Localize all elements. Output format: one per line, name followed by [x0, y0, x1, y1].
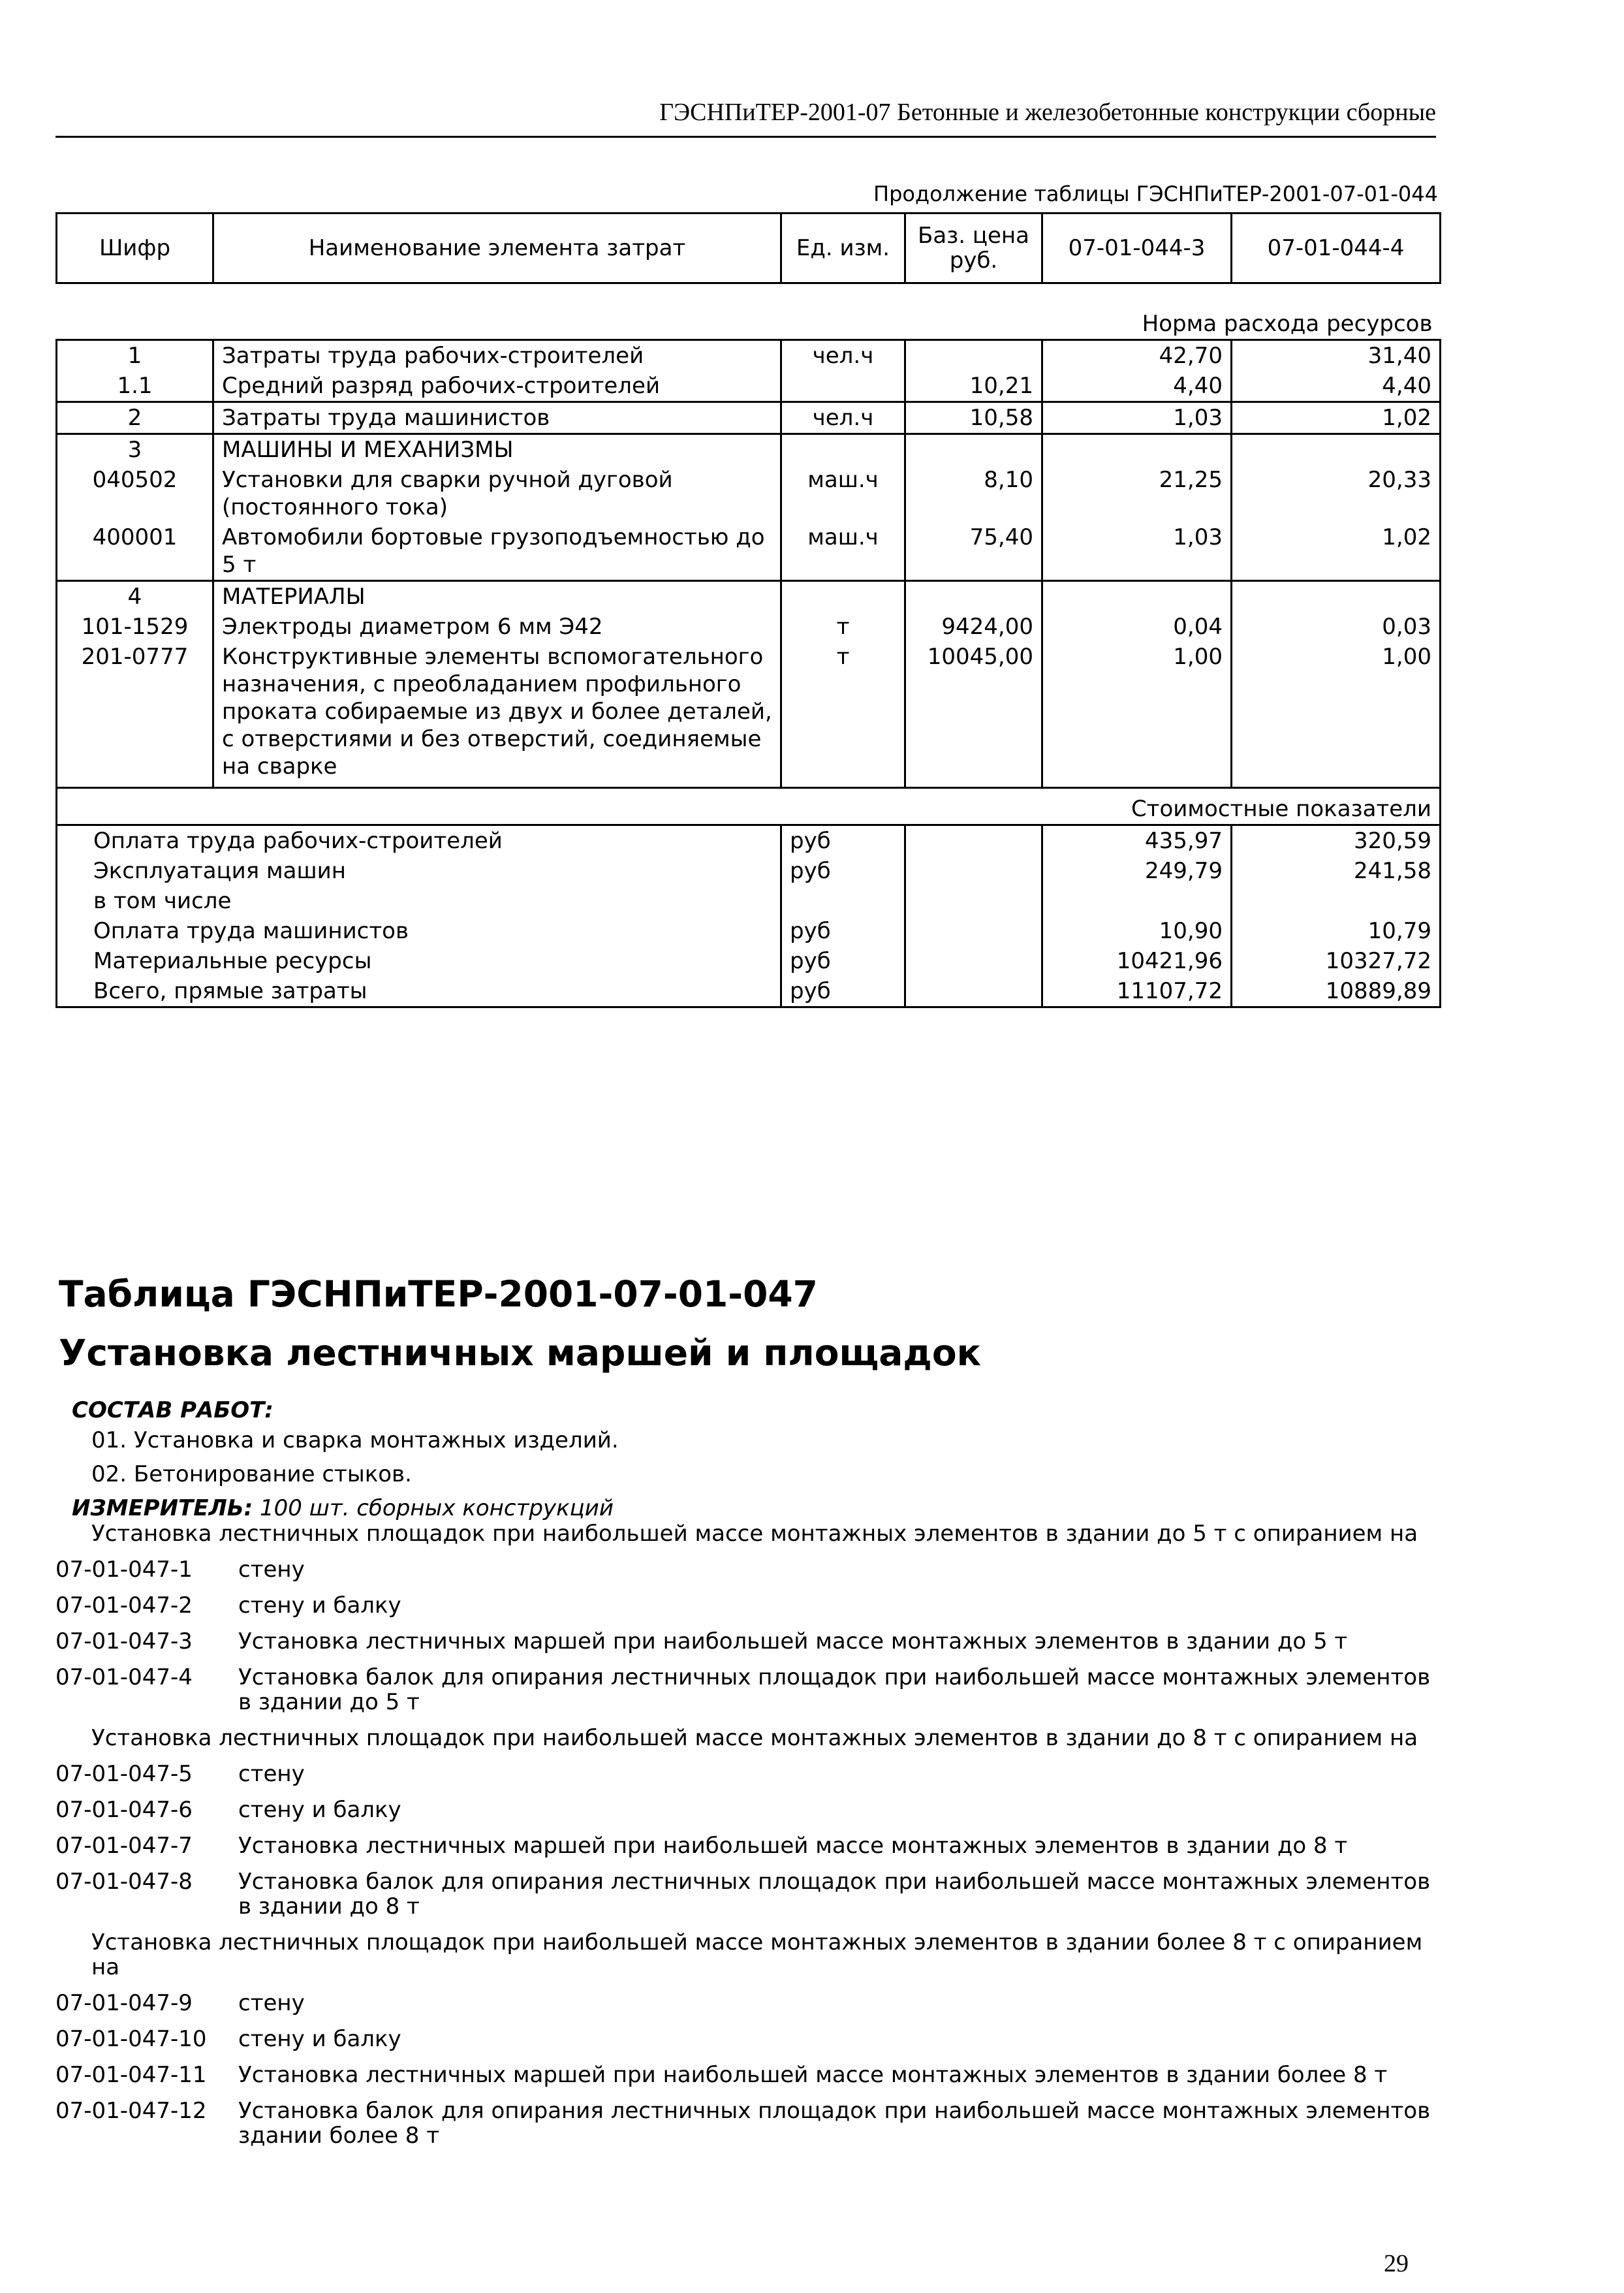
cost-unit: руб	[781, 916, 905, 946]
works-list	[72, 1423, 619, 1491]
cost-name: Эксплуатация машин	[57, 856, 781, 886]
cost-row	[57, 886, 1441, 916]
row-value-2: 1,02	[1232, 522, 1441, 581]
row-code: 4	[57, 581, 213, 612]
item-description: Установка балок для опирания лестничных площадок при наибольшей массе монтажных элементов здании более 8 т	[238, 2098, 1431, 2149]
item-code: 07-01-047-3	[55, 1628, 193, 1654]
composition-block	[72, 1397, 619, 1525]
item-code: 07-01-047-8	[55, 1869, 193, 1895]
row-name: МАШИНЫ И МЕХАНИЗМЫ	[213, 434, 781, 466]
cost-value-1: 10421,96	[1042, 946, 1232, 976]
row-code: 1.1	[57, 371, 213, 402]
cost-name: Оплата труда рабочих-строителей	[57, 825, 781, 857]
section-subtitle: Установка лестничных маршей и площадок	[59, 1332, 981, 1374]
cost-caption-row	[57, 788, 1441, 825]
list-item	[55, 2098, 1439, 2148]
row-value-1: 1,03	[1042, 522, 1232, 581]
list-item	[55, 1762, 1439, 1786]
list-item	[55, 1593, 1439, 1618]
cost-price	[905, 976, 1042, 1007]
item-description: стену и балку	[238, 1797, 401, 1823]
item-code: 07-01-047-1	[55, 1557, 193, 1583]
row-name: МАТЕРИАЛЫ	[213, 581, 781, 612]
codes-list	[55, 1521, 1439, 2159]
running-header: ГЭСНПиТЕР-2001-07 Бетонные и железобетонные конструкции сборные	[55, 98, 1436, 138]
cost-name: Оплата труда машинистов	[57, 916, 781, 946]
item-description: стену	[238, 1990, 305, 2016]
item-code: 07-01-047-12	[55, 2098, 207, 2124]
norm-caption: Норма расхода ресурсов	[57, 283, 1441, 340]
row-price	[905, 434, 1042, 466]
cost-value-2: 10,79	[1232, 916, 1441, 946]
row-name: Установки для сварки ручной дуговой (постоянного тока)	[213, 465, 781, 522]
list-item	[55, 1869, 1439, 1919]
group-heading: Установка лестничных площадок при наибольшей массе монтажных элементов в здании до 8 т с опиранием на	[91, 1725, 1418, 1751]
row-name: Средний разряд рабочих-строителей	[213, 371, 781, 402]
row-value-1: 42,70	[1042, 340, 1232, 372]
cost-value-1: 10,90	[1042, 916, 1232, 946]
cost-unit: руб	[781, 976, 905, 1007]
row-value-1: 4,40	[1042, 371, 1232, 402]
header-price: Баз. цена руб.	[905, 213, 1042, 283]
row-price	[905, 581, 1042, 612]
meter-value: 100 шт. сборных конструкций	[260, 1495, 614, 1521]
work-item: 01. Установка и сварка монтажных изделий.	[91, 1427, 619, 1453]
row-price: 10045,00	[905, 642, 1042, 788]
table-row	[57, 371, 1441, 402]
item-code: 07-01-047-6	[55, 1797, 193, 1823]
row-price: 10,21	[905, 371, 1042, 402]
row-name: Электроды диаметром 6 мм Э42	[213, 612, 781, 642]
cost-price	[905, 946, 1042, 976]
row-code: 201-0777	[57, 642, 213, 788]
row-value-2: 31,40	[1232, 340, 1441, 372]
cost-row	[57, 825, 1441, 857]
norm-caption-row	[57, 283, 1441, 340]
row-price	[905, 340, 1042, 372]
row-unit: чел.ч	[781, 402, 905, 434]
table-row	[57, 340, 1441, 372]
table-row	[57, 612, 1441, 642]
meter-label: ИЗМЕРИТЕЛЬ:	[72, 1495, 253, 1521]
row-unit	[781, 371, 905, 402]
item-description: Установка лестничных маршей при наибольшей массе монтажных элементов в здании до 5 т	[238, 1628, 1348, 1654]
item-description: Установка лестничных маршей при наибольшей массе монтажных элементов в здании до 8 т	[238, 1833, 1348, 1859]
list-item	[55, 1797, 1439, 1822]
row-price: 10,58	[905, 402, 1042, 434]
row-price: 75,40	[905, 522, 1042, 581]
list-item	[55, 2027, 1439, 2051]
row-unit	[781, 581, 905, 612]
row-value-2: 1,00	[1232, 642, 1441, 788]
item-code: 07-01-047-11	[55, 2062, 207, 2088]
work-item: 02. Бетонирование стыков.	[91, 1461, 412, 1487]
item-description: стену и балку	[238, 2026, 401, 2052]
header-col1: 07-01-044-3	[1042, 213, 1232, 283]
row-value-1: 1,00	[1042, 642, 1232, 788]
row-code: 3	[57, 434, 213, 466]
row-code: 101-1529	[57, 612, 213, 642]
row-code: 400001	[57, 522, 213, 581]
row-unit: маш.ч	[781, 522, 905, 581]
cost-value-1: 11107,72	[1042, 976, 1232, 1007]
cost-price	[905, 856, 1042, 886]
row-code: 040502	[57, 465, 213, 522]
header-name: Наименование элемента затрат	[213, 213, 781, 283]
list-item	[55, 1833, 1439, 1858]
header-unit: Ед. изм.	[781, 213, 905, 283]
item-description: стену и балку	[238, 1592, 401, 1619]
item-description: стену	[238, 1761, 305, 1787]
cost-value-1: 249,79	[1042, 856, 1232, 886]
row-price: 8,10	[905, 465, 1042, 522]
cost-name: в том числе	[57, 886, 781, 916]
cost-unit: руб	[781, 946, 905, 976]
cost-name: Всего, прямые затраты	[57, 976, 781, 1007]
table-row	[57, 465, 1441, 522]
cost-row	[57, 976, 1441, 1007]
row-code: 1	[57, 340, 213, 372]
table-row	[57, 642, 1441, 788]
group-heading: Установка лестничных площадок при наибольшей массе монтажных элементов в здании до 5 т с опиранием на	[91, 1521, 1418, 1547]
cost-value-1: 435,97	[1042, 825, 1232, 857]
list-item	[55, 1629, 1439, 1654]
header-col2: 07-01-044-4	[1232, 213, 1441, 283]
row-value-2: 1,02	[1232, 402, 1441, 434]
norm-body	[57, 283, 1441, 1007]
row-value-2	[1232, 581, 1441, 612]
cost-row	[57, 856, 1441, 886]
cost-row	[57, 916, 1441, 946]
cost-value-2	[1232, 886, 1441, 916]
list-item	[55, 2063, 1439, 2087]
table-row	[57, 522, 1441, 581]
cost-price	[905, 916, 1042, 946]
cost-caption: Стоимостные показатели	[57, 788, 1441, 825]
cost-value-2: 241,58	[1232, 856, 1441, 886]
cost-value-1	[1042, 886, 1232, 916]
resource-norm-table	[55, 212, 1441, 1008]
item-code: 07-01-047-2	[55, 1592, 193, 1619]
list-item	[55, 1991, 1439, 2016]
row-name: Затраты труда машинистов	[213, 402, 781, 434]
row-value-2: 0,03	[1232, 612, 1441, 642]
row-price: 9424,00	[905, 612, 1042, 642]
composition-label: СОСТАВ РАБОТ:	[72, 1397, 273, 1423]
cost-unit	[781, 886, 905, 916]
item-code: 07-01-047-5	[55, 1761, 193, 1787]
list-item	[55, 1665, 1439, 1715]
cost-value-2: 10327,72	[1232, 946, 1441, 976]
row-code: 2	[57, 402, 213, 434]
list-item	[55, 1557, 1439, 1582]
cost-unit: руб	[781, 856, 905, 886]
group-heading: Установка лестничных площадок при наибольшей массе монтажных элементов в здании более 8 т с опиранием на	[91, 1929, 1423, 1980]
row-value-2	[1232, 434, 1441, 466]
cost-price	[905, 825, 1042, 857]
table-row	[57, 402, 1441, 434]
cost-name: Материальные ресурсы	[57, 946, 781, 976]
row-value-2: 4,40	[1232, 371, 1441, 402]
cost-value-2: 320,59	[1232, 825, 1441, 857]
section-title: Таблица ГЭСНПиТЕР-2001-07-01-047	[59, 1273, 818, 1315]
item-description: Установка балок для опирания лестничных площадок при наибольшей массе монтажных элементов в здании до 8 т	[238, 1869, 1431, 1920]
row-name: Автомобили бортовые грузоподъемностью до 5 т	[213, 522, 781, 581]
page-number: 29	[1384, 2250, 1409, 2277]
item-code: 07-01-047-9	[55, 1990, 193, 2016]
row-value-1	[1042, 581, 1232, 612]
row-unit	[781, 434, 905, 466]
cost-unit: руб	[781, 825, 905, 857]
table-row	[57, 434, 1441, 466]
row-value-1: 21,25	[1042, 465, 1232, 522]
item-code: 07-01-047-10	[55, 2026, 207, 2052]
table-header-row	[57, 213, 1441, 283]
item-description: стену	[238, 1557, 305, 1583]
row-unit: т	[781, 612, 905, 642]
row-value-1: 0,04	[1042, 612, 1232, 642]
continuation-caption: Продолжение таблицы ГЭСНПиТЕР-2001-07-01-044	[873, 182, 1438, 206]
row-value-2: 20,33	[1232, 465, 1441, 522]
cost-row	[57, 946, 1441, 976]
item-description: Установка лестничных маршей при наибольшей массе монтажных элементов в здании более 8 т	[238, 2062, 1388, 2088]
row-value-1	[1042, 434, 1232, 466]
row-unit: чел.ч	[781, 340, 905, 372]
row-name: Конструктивные элементы вспомогательного назначения, с преобладанием профильного проката собираемые из двух и более деталей, с отверстиями и без отверстий, соединяемые на сварке	[213, 642, 781, 788]
row-name: Затраты труда рабочих-строителей	[213, 340, 781, 372]
item-code: 07-01-047-4	[55, 1664, 193, 1690]
item-code: 07-01-047-7	[55, 1833, 193, 1859]
row-value-1: 1,03	[1042, 402, 1232, 434]
cost-value-2: 10889,89	[1232, 976, 1441, 1007]
row-unit: т	[781, 642, 905, 788]
table-row	[57, 581, 1441, 612]
header-code: Шифр	[57, 213, 213, 283]
row-unit: маш.ч	[781, 465, 905, 522]
item-description: Установка балок для опирания лестничных площадок при наибольшей массе монтажных элементов в здании до 5 т	[238, 1664, 1431, 1715]
cost-price	[905, 886, 1042, 916]
